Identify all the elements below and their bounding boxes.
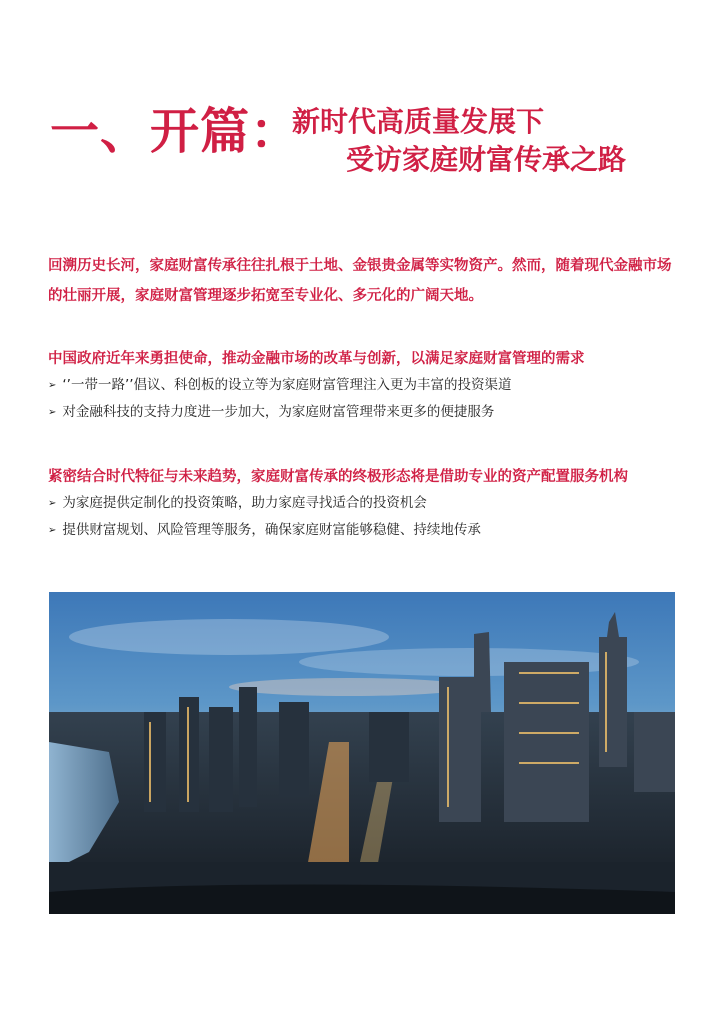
arrow-bullet-icon: ➢ [48, 380, 57, 391]
section-title: 紧密结合时代特征与未来趋势，家庭财富传承的终极形态将是借助专业的资产配置服务机构 [48, 469, 628, 485]
arrow-bullet-icon: ➢ [48, 498, 57, 509]
heading-main: 一、开篇： [50, 103, 301, 160]
city-skyline-photo [49, 592, 675, 914]
bullet-item [48, 517, 688, 544]
bullet-text: ‘’一带一路’’倡议、科创板的设立等为家庭财富管理注入更为丰富的投资渠道 [62, 377, 512, 393]
page-heading [50, 98, 680, 188]
bullet-text: 为家庭提供定制化的投资策略，助力家庭寻找适合的投资机会 [62, 495, 427, 511]
bullet-item [48, 399, 688, 426]
section-future-trend [48, 466, 688, 544]
heading-subtitle-line1: 新时代高质量发展下 [292, 105, 545, 138]
heading-subtitle-line2: 受访家庭财富传承之路 [346, 143, 627, 176]
bullet-item [48, 490, 688, 517]
arrow-bullet-icon: ➢ [48, 525, 57, 536]
bullet-text: 对金融科技的支持力度进一步加大，为家庭财富管理带来更多的便捷服务 [62, 404, 495, 420]
arrow-bullet-icon: ➢ [48, 407, 57, 418]
bullet-text: 提供财富规划、风险管理等服务，确保家庭财富能够稳健、持续地传承 [62, 522, 481, 538]
section-government [48, 348, 688, 426]
intro-paragraph: 回溯历史长河，家庭财富传承往往扎根于土地、金银贵金属等实物资产。然而，随着现代金融市场的壮丽开展，家庭财富管理逐步拓宽至专业化、多元化的广阔天地。 [48, 258, 672, 304]
section-title: 中国政府近年来勇担使命，推动金融市场的改革与创新，以满足家庭财富管理的需求 [48, 351, 585, 367]
bullet-item [48, 372, 688, 399]
